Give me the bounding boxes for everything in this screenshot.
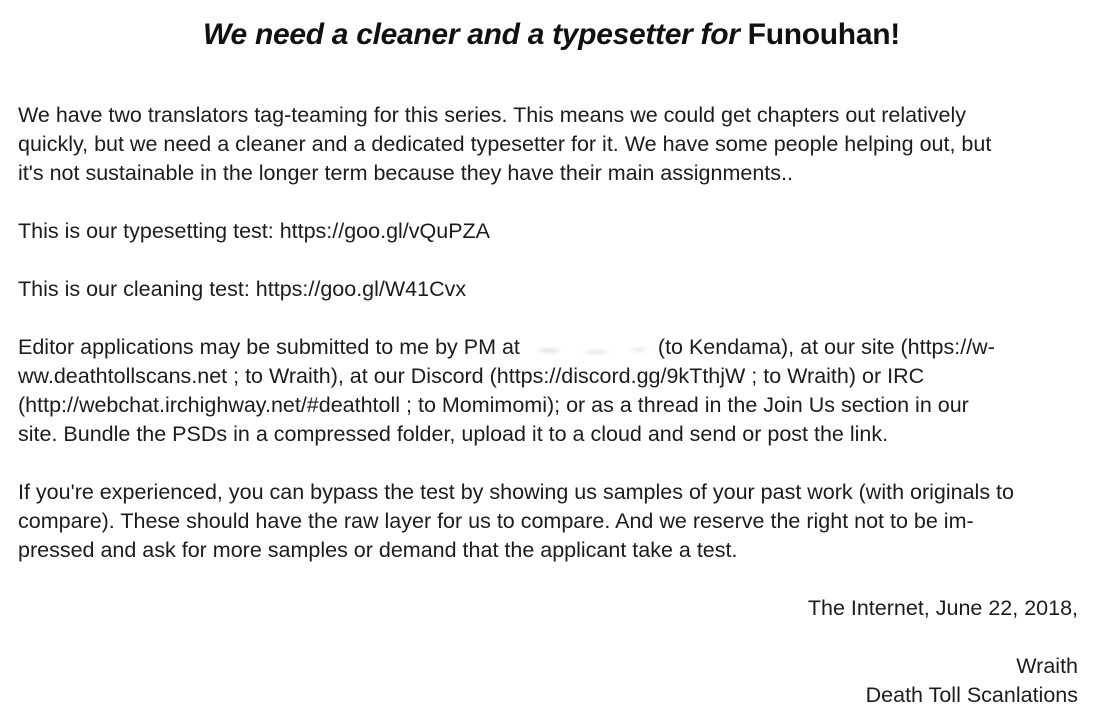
redacted-contact-handle bbox=[526, 339, 654, 354]
date-line: The Internet, June 22, 2018, bbox=[807, 596, 1078, 620]
text-line: pressed and ask for more samples or demand that the applicant take a test. bbox=[18, 538, 738, 562]
page-title bbox=[0, 0, 1103, 55]
text-line: compare). These should have the raw layer for us to compare. And we reserve the right not to be im- bbox=[18, 509, 974, 533]
text-line: ww.deathtollscans.net ; to Wraith), at our Discord (https://discord.gg/9kTthjW ; to Wraith) or IRC bbox=[18, 364, 925, 388]
text-line: We have two translators tag-teaming for this series. This means we could get chapters out relatively bbox=[18, 103, 967, 127]
text-line: If you're experienced, you can bypass the test by showing us samples of your past work (with originals to bbox=[18, 480, 1014, 504]
title-italic-part: We need a cleaner and a typesetter for bbox=[203, 18, 748, 51]
text-line: This is our typesetting test: https://goo.gl/vQuPZA bbox=[18, 219, 491, 243]
text-line: quickly, but we need a cleaner and a dedicated typesetter for it. We have some people helping out, but bbox=[18, 132, 992, 156]
text-line: This is our cleaning test: https://goo.gl/W41Cvx bbox=[18, 277, 467, 301]
paragraph bbox=[18, 275, 1085, 304]
paragraph bbox=[18, 101, 1085, 188]
title-series-name: Funouhan! bbox=[747, 18, 900, 51]
text-line: site. Bundle the PSDs in a compressed folder, upload it to a cloud and send or post the link. bbox=[18, 422, 889, 446]
text-line: Editor applications may be submitted to me by PM at (to Kendama), at our site (https://w- bbox=[18, 335, 995, 359]
signature-group: Death Toll Scanlations bbox=[865, 683, 1078, 707]
notice-body bbox=[0, 101, 1103, 565]
text-line: (http://webchat.irchighway.net/#deathtoll ; to Momimomi); or as a thread in the Join Us section in our bbox=[18, 393, 969, 417]
paragraph bbox=[18, 333, 1085, 449]
signoff-block bbox=[0, 594, 1103, 710]
signature-name: Wraith bbox=[1016, 654, 1078, 678]
paragraph bbox=[18, 478, 1085, 565]
text-line: it's not sustainable in the longer term because they have their main assignments.. bbox=[18, 161, 793, 185]
paragraph bbox=[18, 217, 1085, 246]
